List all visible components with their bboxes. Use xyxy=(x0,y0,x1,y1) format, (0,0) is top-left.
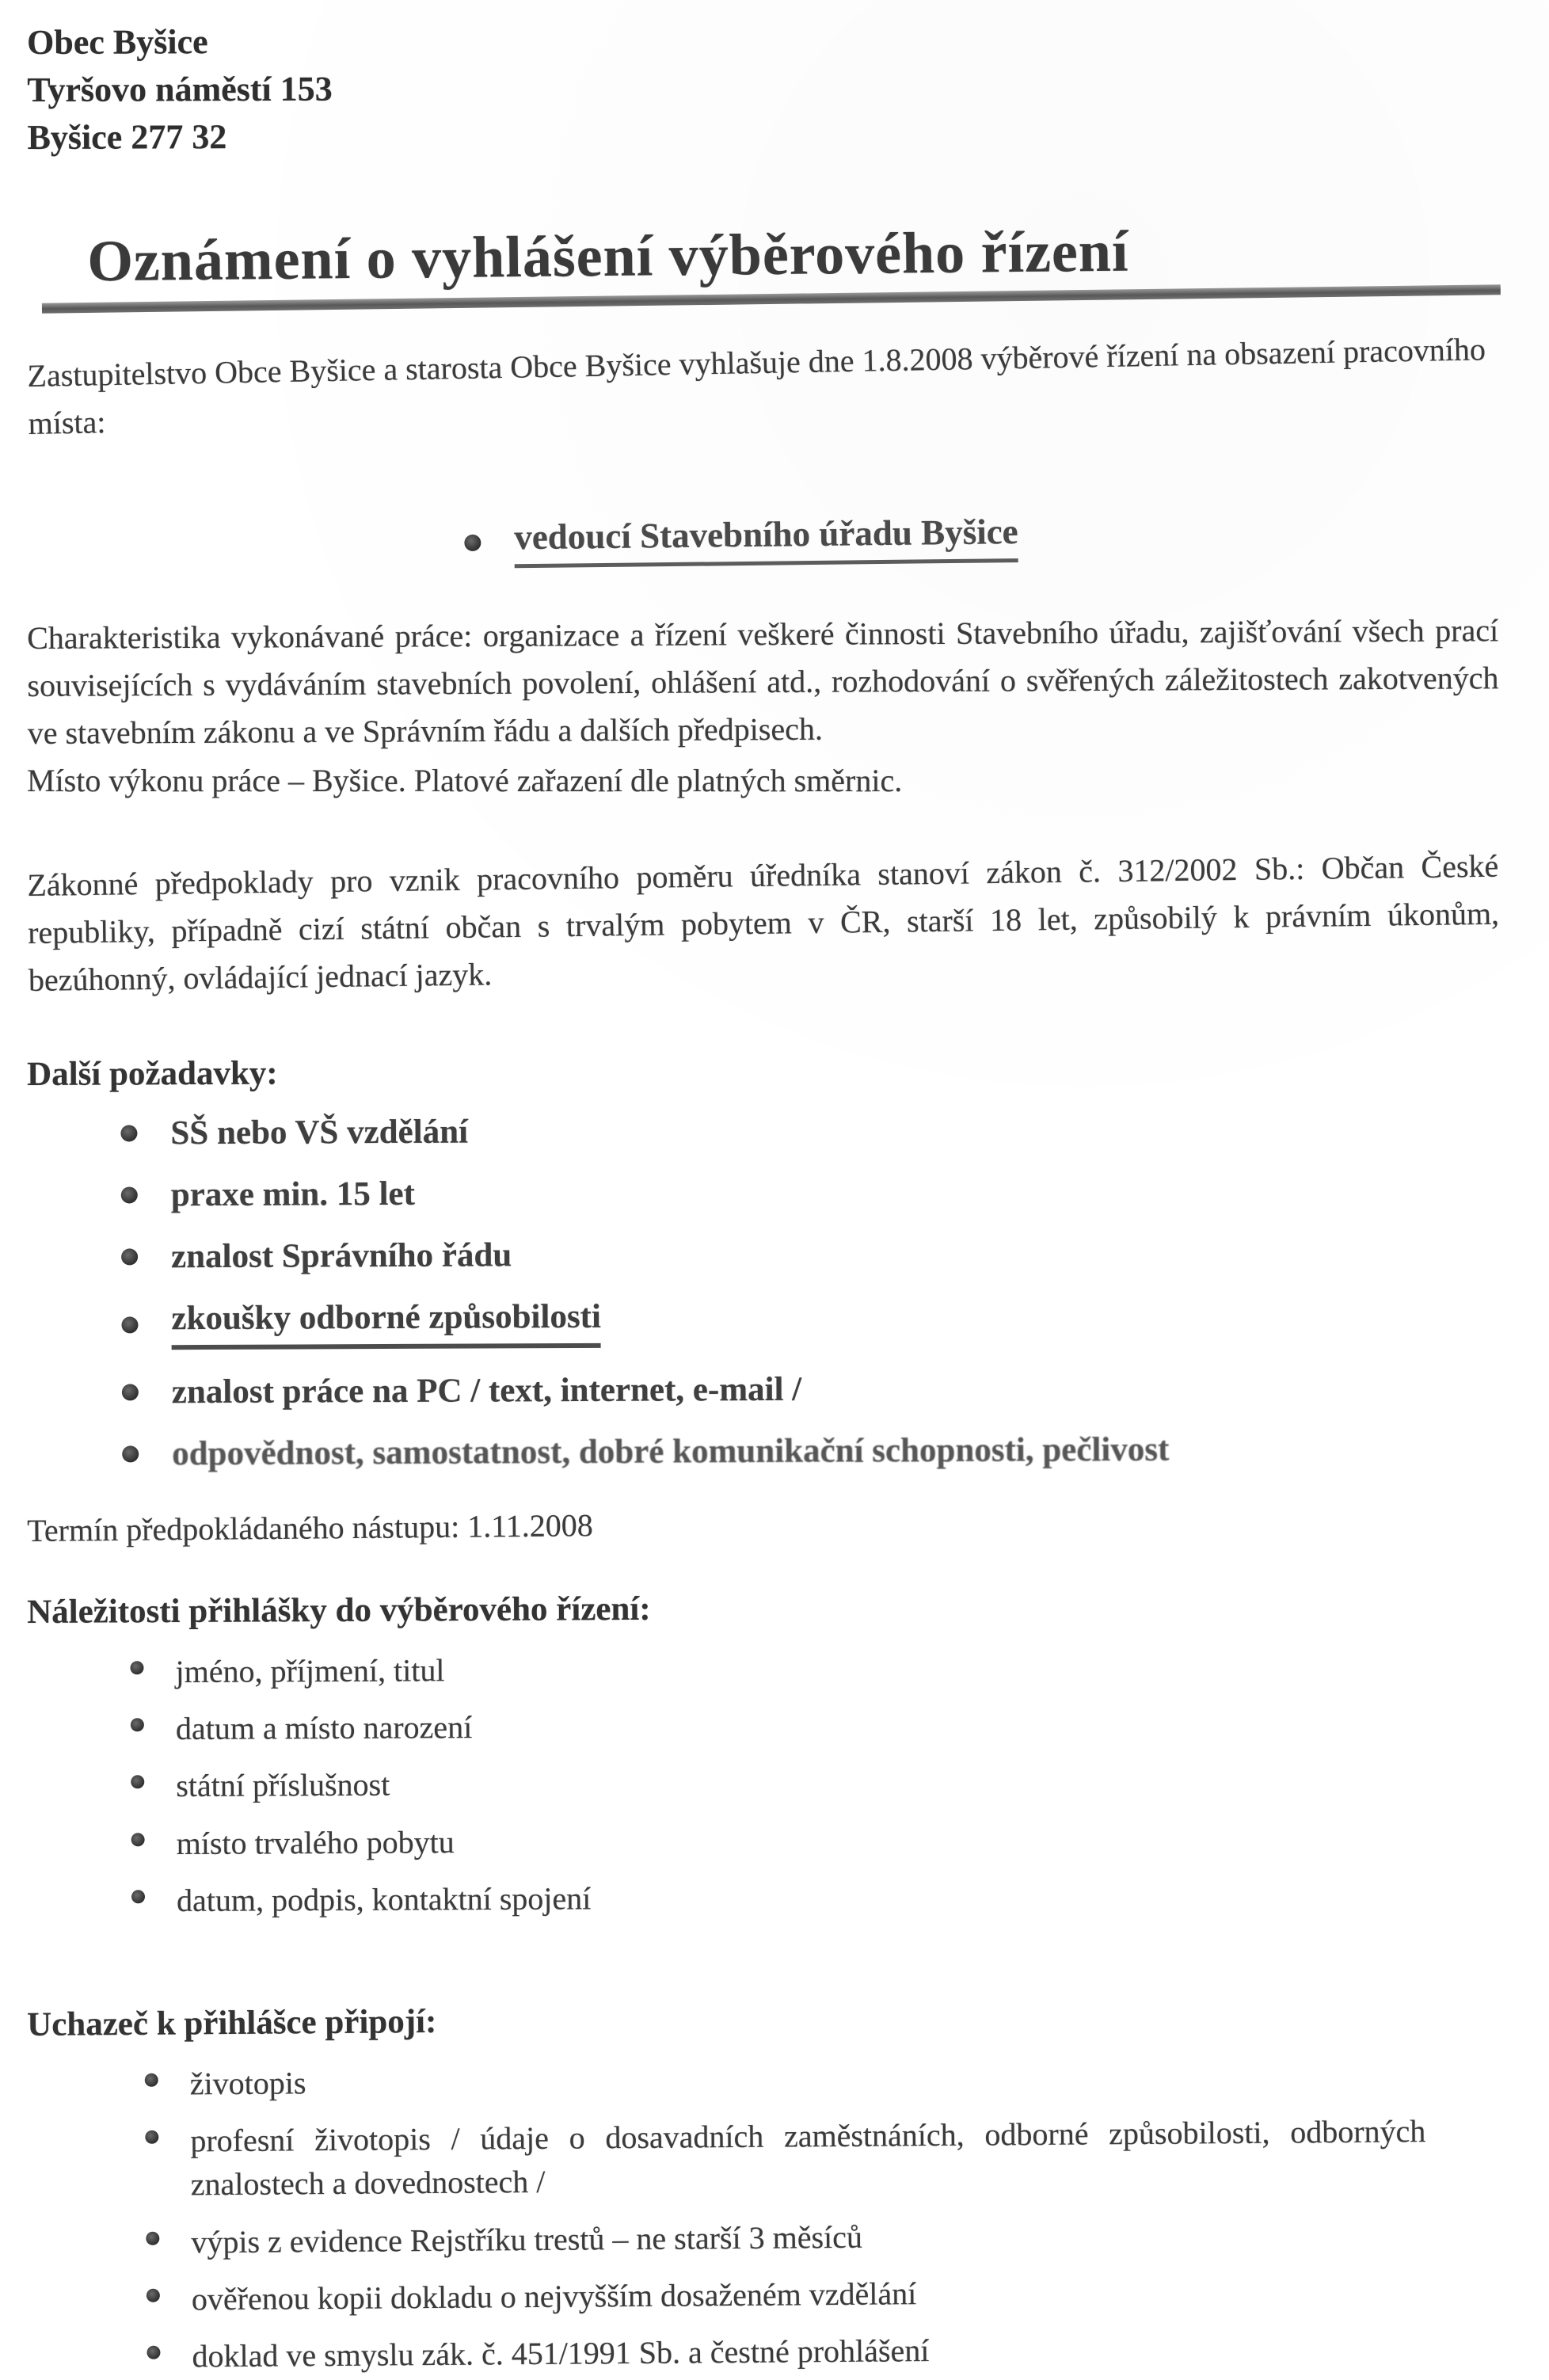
sender-city: Byšice 277 32 xyxy=(27,116,227,157)
bullet-icon xyxy=(130,1662,143,1675)
bullet-icon xyxy=(131,1776,144,1789)
bullet-icon xyxy=(131,1719,144,1732)
list-item-text: odpovědnost, samostatnost, dobré komunikační schopnosti, pečlivost xyxy=(172,1431,1170,1473)
list-item-text: zkoušky odborné způsobilosti xyxy=(171,1297,601,1350)
list-item xyxy=(131,1757,1501,1808)
bullet-icon xyxy=(121,1316,138,1333)
list-item xyxy=(146,2210,1501,2264)
sender-street: Tyršovo náměstí 153 xyxy=(27,69,333,109)
list-item-text: praxe min. 15 let xyxy=(170,1175,415,1214)
list-item xyxy=(130,1643,1500,1694)
list-item xyxy=(122,1429,1501,1474)
list-item xyxy=(145,2109,1501,2207)
list-item xyxy=(131,1700,1501,1751)
list-item xyxy=(131,1872,1501,1922)
list-item xyxy=(122,1367,1501,1412)
title-block xyxy=(27,215,1501,312)
bullet-icon xyxy=(122,1384,139,1401)
start-date-line: Termín předpokládaného nástupu: 1.11.2008 xyxy=(27,1507,593,1549)
position-item xyxy=(464,506,1501,569)
list-item-text: SŠ nebo VŠ vzdělání xyxy=(170,1114,469,1152)
application-section xyxy=(27,1586,1501,1924)
bullet-icon xyxy=(121,1187,138,1204)
list-item-text: znalost Správního řádu xyxy=(171,1236,512,1276)
position-label: vedoucí Stavebního úřadu Byšice xyxy=(514,512,1018,569)
bullet-icon xyxy=(145,2073,158,2087)
legal-paragraph: Zákonné předpoklady pro vznik pracovního poměru úředníka stanoví zákon č. 312/2002 Sb.: Občan České republiky, případně cizí státní občan s trvalým pobytem v ČR, starší 18 let, způsobilý k právním úkonům, bezúhonný, ovládající jednací jazyk. xyxy=(27,848,1500,999)
location-line: Místo výkonu práce – Byšice. Platové zařazení dle platných směrnic. xyxy=(27,763,903,799)
list-item-text: datum, podpis, kontaktní spojení xyxy=(176,1880,592,1919)
list-item-text: datum a místo narození xyxy=(175,1709,473,1747)
list-item xyxy=(147,2268,1502,2322)
attachments-list xyxy=(28,2052,1503,2380)
requirements-section xyxy=(27,1049,1501,1474)
page-title: Oznámení o vyhlášení výběrového řízení xyxy=(87,219,1129,295)
requirements-list xyxy=(27,1108,1501,1474)
intro-paragraph: Zastupitelstvo Obce Byšice a starosta Obce Byšice vyhlašuje dne 1.8.2008 výběrové řízení na obsazení pracovního místa: xyxy=(27,331,1486,442)
list-item-text: jméno, příjmení, titul xyxy=(175,1652,445,1690)
list-item-text: životopis xyxy=(189,2065,306,2102)
bullet-icon xyxy=(146,2232,159,2245)
bullet-icon xyxy=(464,535,481,551)
characteristics-paragraph: Charakteristika vykonávané práce: organizace a řízení veškeré činnosti Stavebního úřadu, zajišťování všech prací souvisejících s vydáváním stavebních povolení, ohlášení atd., rozhodování o svěřených záležitostech zakotvených ve stavebním zákonu a ve Správním řádu a dalších předpisech. xyxy=(27,612,1499,752)
list-item xyxy=(131,1815,1501,1865)
list-item-text: místo trvalého pobytu xyxy=(176,1824,455,1862)
bullet-icon xyxy=(131,1833,145,1846)
bullet-icon xyxy=(147,2346,160,2359)
list-item-text: doklad ve smyslu zák. č. 451/1991 Sb. a čestné prohlášení xyxy=(192,2332,930,2374)
sender-block xyxy=(27,14,1501,162)
bullet-icon xyxy=(121,1249,138,1266)
attachments-section xyxy=(27,1994,1503,2380)
bullet-icon xyxy=(147,2289,160,2302)
list-item-text: znalost práce na PC / text, internet, e-mail / xyxy=(171,1371,802,1411)
requirements-heading: Další požadavky: xyxy=(27,1055,278,1094)
list-item xyxy=(120,1108,1500,1153)
list-item xyxy=(121,1232,1501,1277)
bullet-icon xyxy=(122,1446,139,1463)
bullet-icon xyxy=(145,2131,158,2144)
list-item-text: profesní životopis / údaje o dosavadních zaměstnáních, odborné způsobilosti, odborných znalostech a dovednostech / xyxy=(190,2113,1426,2203)
list-item xyxy=(147,2325,1502,2379)
list-item-text: státní příslušnost xyxy=(176,1767,390,1804)
application-list xyxy=(27,1643,1501,1924)
sender-name: Obec Byšice xyxy=(27,22,208,62)
list-item-text: ověřenou kopii dokladu o nejvyšším dosaženém vzdělání xyxy=(191,2275,917,2317)
list-item-text: výpis z evidence Rejstříku trestů – ne starší 3 měsíců xyxy=(191,2218,863,2260)
list-item xyxy=(145,2052,1501,2107)
list-item xyxy=(121,1293,1501,1350)
application-heading: Náležitosti přihlášky do výběrového řízení: xyxy=(27,1590,651,1632)
bullet-icon xyxy=(131,1890,145,1903)
bullet-icon xyxy=(120,1125,137,1142)
attachments-heading: Uchazeč k přihlášce připojí: xyxy=(27,2003,437,2044)
list-item xyxy=(121,1170,1501,1215)
